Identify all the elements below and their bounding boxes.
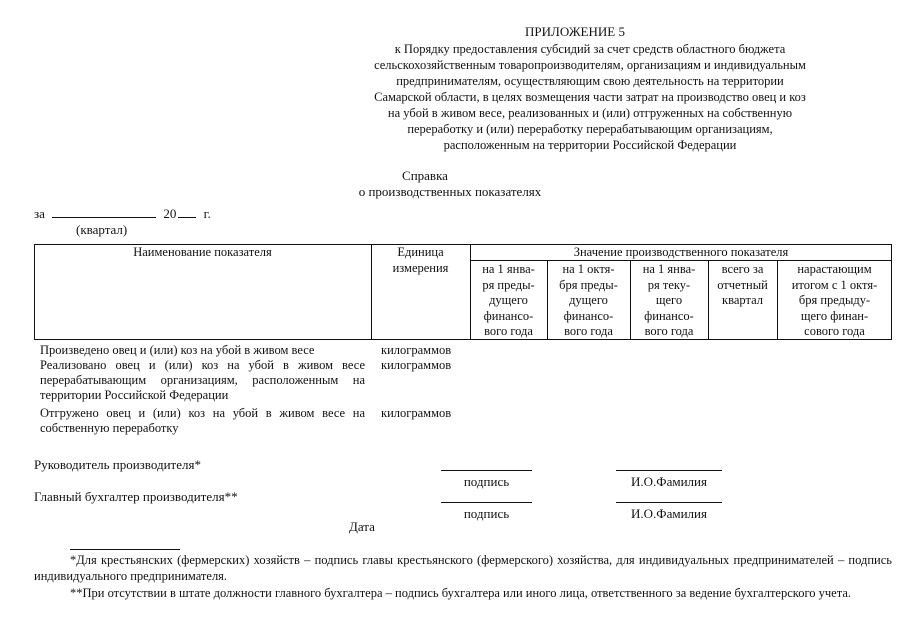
subcolumn-header: [777, 262, 892, 340]
column-header-unit: [371, 245, 470, 276]
subcolumn-header-line: ря теку-: [647, 277, 691, 292]
appendix-title: ПРИЛОЖЕНИЕ 5: [525, 24, 625, 39]
subcolumn-header-line: щего финан-: [800, 308, 869, 323]
subcolumn-header-line: на 1 янва-: [482, 262, 535, 276]
subcolumn-header: [470, 262, 547, 340]
subcolumn-header-line: щего: [655, 293, 683, 307]
year-prefix: 20: [163, 206, 177, 221]
subcolumn-header: [708, 262, 777, 309]
subcolumn-header: [630, 262, 708, 340]
subcolumn-header-line: бря предыду-: [798, 293, 871, 307]
footnote: *Для крестьянских (фермерских) хозяйств – подпись главы крестьянского (фермерского) хозяйства, для индивидуальных предпринимателей – подпись индивидуального предпринимателя.: [34, 553, 892, 583]
year-blank: [178, 206, 196, 218]
subcolumn-header-line: итогом с 1 октя-: [791, 277, 878, 292]
name-caption: И.О.Фамилия: [631, 506, 707, 521]
column-header-value: Значение производственного показателя: [573, 245, 789, 259]
table-row-unit: килограммов: [381, 406, 452, 420]
appendix-line: сельскохозяйственным товаропроизводителям, организациям и индивидуальным: [374, 58, 806, 72]
subcolumn-header-line: вого года: [564, 324, 613, 338]
column-header-unit-line: Единица: [397, 245, 444, 259]
subcolumn-header-line: ря преды-: [482, 277, 535, 292]
subcolumn-header-line: бря преды-: [559, 277, 618, 292]
subcolumn-header-line: финансо-: [644, 308, 694, 323]
signature-role: Руководитель производителя*: [34, 457, 201, 472]
appendix-line: Самарской области, в целях возмещения части затрат на производство овец и коз: [374, 90, 806, 104]
table-row-label: Произведено овец и (или) коз на убой в живом весе: [40, 343, 315, 357]
subcolumn-header-line: квартал: [722, 293, 763, 307]
document-subtitle: о производственных показателях: [358, 184, 542, 199]
subcolumn-header-line: нарастающим: [797, 262, 872, 276]
subcolumn-header-line: всего за: [721, 262, 764, 276]
column-header-unit-line: измерения: [392, 260, 449, 275]
subcolumn-header-line: сового года: [804, 324, 865, 338]
table-row-unit: килограммов: [381, 343, 452, 357]
subcolumn-header-line: финансо-: [483, 308, 534, 323]
subcolumn-header-line: вого года: [644, 324, 694, 338]
appendix-line: расположенным на территории Российской Федерации: [443, 138, 737, 152]
table-row-label: Отгружено овец и (или) коз на убой в живом весе на собственную переработку: [40, 406, 365, 435]
name-line: [616, 502, 722, 503]
subcolumn-header-line: дущего: [489, 293, 528, 307]
period-suffix: г.: [203, 206, 211, 221]
signature-caption: подпись: [463, 506, 510, 521]
appendix-line: к Порядку предоставления субсидий за счет средств областного бюджета: [394, 42, 786, 56]
appendix-line: на убой в живом весе, реализованных и (или) отгруженных на собственную: [387, 106, 793, 120]
signature-line: [441, 470, 532, 471]
table-row-unit: килограммов: [381, 358, 452, 372]
signature-line: [441, 502, 532, 503]
period-prefix: за: [34, 206, 45, 221]
document-title: Справка: [402, 168, 448, 183]
signature-role: Главный бухгалтер производителя**: [34, 489, 238, 504]
name-caption: И.О.Фамилия: [631, 474, 707, 489]
signature-caption: подпись: [463, 474, 510, 489]
subcolumn-header-line: на 1 янва-: [642, 262, 696, 276]
appendix-line: предпринимателям, осуществляющим свою деятельность на территории: [396, 74, 784, 88]
subcolumn-header-line: на 1 октя-: [562, 262, 615, 276]
period-line: [34, 206, 211, 222]
subcolumn-header-line: отчетный: [717, 277, 768, 292]
quarter-caption: (квартал): [76, 222, 128, 237]
footnote: **При отсутствии в штате должности главного бухгалтера – подпись бухгалтера или иного лица, ответственного за ведение бухгалтерского учета.: [70, 586, 852, 600]
quarter-blank: [52, 206, 156, 218]
footnote-rule: [70, 549, 180, 550]
subcolumn-header-line: дущего: [569, 293, 608, 307]
subcolumn-header-line: финансо-: [563, 308, 614, 323]
date-label: Дата: [349, 519, 375, 534]
name-line: [616, 470, 722, 471]
column-header-name: Наименование показателя: [133, 245, 272, 259]
appendix-line: переработку и (или) переработку перерабатывающим организациям,: [407, 122, 773, 136]
subcolumn-header: [547, 262, 630, 340]
subcolumn-header-line: вого года: [484, 324, 533, 338]
table-row-label: Реализовано овец и (или) коз на убой в живом весе перерабатывающим организациям, расположенным на территории Российской Федерации: [40, 358, 365, 402]
